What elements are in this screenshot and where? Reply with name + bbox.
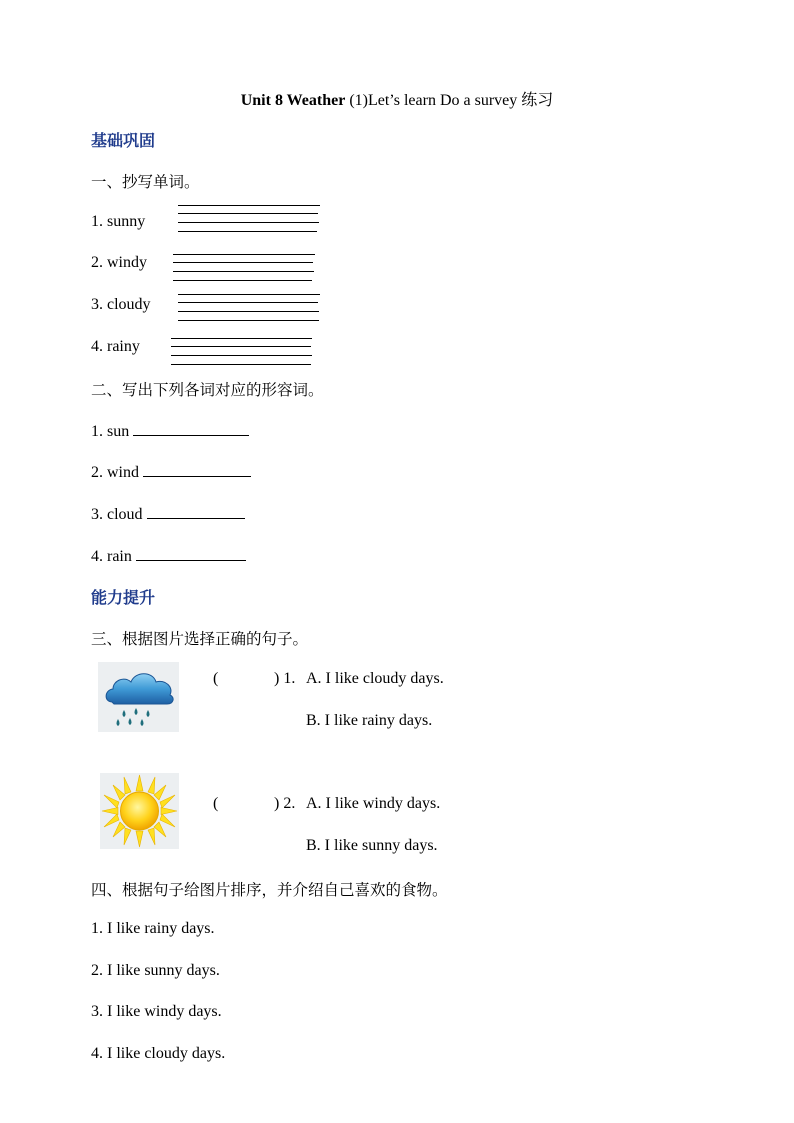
page-title xyxy=(0,87,794,110)
part1-item-2: 2. windy xyxy=(91,254,147,271)
part2-row-4 xyxy=(91,546,246,566)
q2-number: ) 2. xyxy=(274,795,296,812)
sun-icon xyxy=(100,773,179,849)
part3-heading: 三、根据图片选择正确的句子。 xyxy=(91,630,309,648)
q1-option-a: A. I like cloudy days. xyxy=(306,670,444,687)
section-basic: 基础巩固 xyxy=(91,131,156,150)
part2-item-1: 1. sun xyxy=(91,423,130,440)
answer-blank-3[interactable] xyxy=(147,504,245,519)
title-bold: Unit 8 Weather xyxy=(240,92,346,109)
writing-lines-2[interactable] xyxy=(173,254,315,284)
rain-cloud-icon xyxy=(98,662,179,732)
q1-option-b: B. I like rainy days. xyxy=(306,712,433,729)
answer-blank-1[interactable] xyxy=(133,421,249,436)
part2-row-2 xyxy=(91,462,251,482)
part2-row-3 xyxy=(91,504,245,524)
writing-lines-4[interactable] xyxy=(171,338,313,368)
q2-paren-open: ( xyxy=(213,795,219,812)
part2-item-2: 2. wind xyxy=(91,464,139,481)
part1-item-1: 1. sunny xyxy=(91,213,146,230)
section-advanced: 能力提升 xyxy=(91,588,156,607)
part2-heading: 二、写出下列各词对应的形容词。 xyxy=(91,381,324,399)
q1-answer-slot[interactable] xyxy=(222,668,272,690)
part4-item-1: 1. I like rainy days. xyxy=(91,920,215,937)
part1-heading: 一、抄写单词。 xyxy=(91,173,200,191)
sun-picture xyxy=(100,773,179,849)
q1-number: ) 1. xyxy=(274,670,296,687)
part1-item-4: 4. rainy xyxy=(91,338,140,355)
title-rest: (1)Let’s learn Do a survey 练习 xyxy=(345,92,554,109)
writing-lines-1[interactable] xyxy=(178,205,320,235)
answer-blank-4[interactable] xyxy=(136,546,246,561)
part2-item-4: 4. rain xyxy=(91,548,132,565)
q2-answer-slot[interactable] xyxy=(222,793,272,815)
part2-row-1 xyxy=(91,421,249,441)
rain-cloud-picture xyxy=(98,662,179,732)
q2-option-a: A. I like windy days. xyxy=(306,795,441,812)
part1-item-3: 3. cloudy xyxy=(91,296,151,313)
q1-paren-open: ( xyxy=(213,670,219,687)
q2-option-b: B. I like sunny days. xyxy=(306,837,438,854)
writing-lines-3[interactable] xyxy=(178,294,320,324)
part2-item-3: 3. cloud xyxy=(91,506,143,523)
part4-heading: 四、根据句子给图片排序，并介绍自己喜欢的食物。 xyxy=(91,881,448,899)
part4-item-3: 3. I like windy days. xyxy=(91,1003,222,1020)
part4-item-4: 4. I like cloudy days. xyxy=(91,1045,226,1062)
answer-blank-2[interactable] xyxy=(143,462,251,477)
part4-item-2: 2. I like sunny days. xyxy=(91,962,220,979)
